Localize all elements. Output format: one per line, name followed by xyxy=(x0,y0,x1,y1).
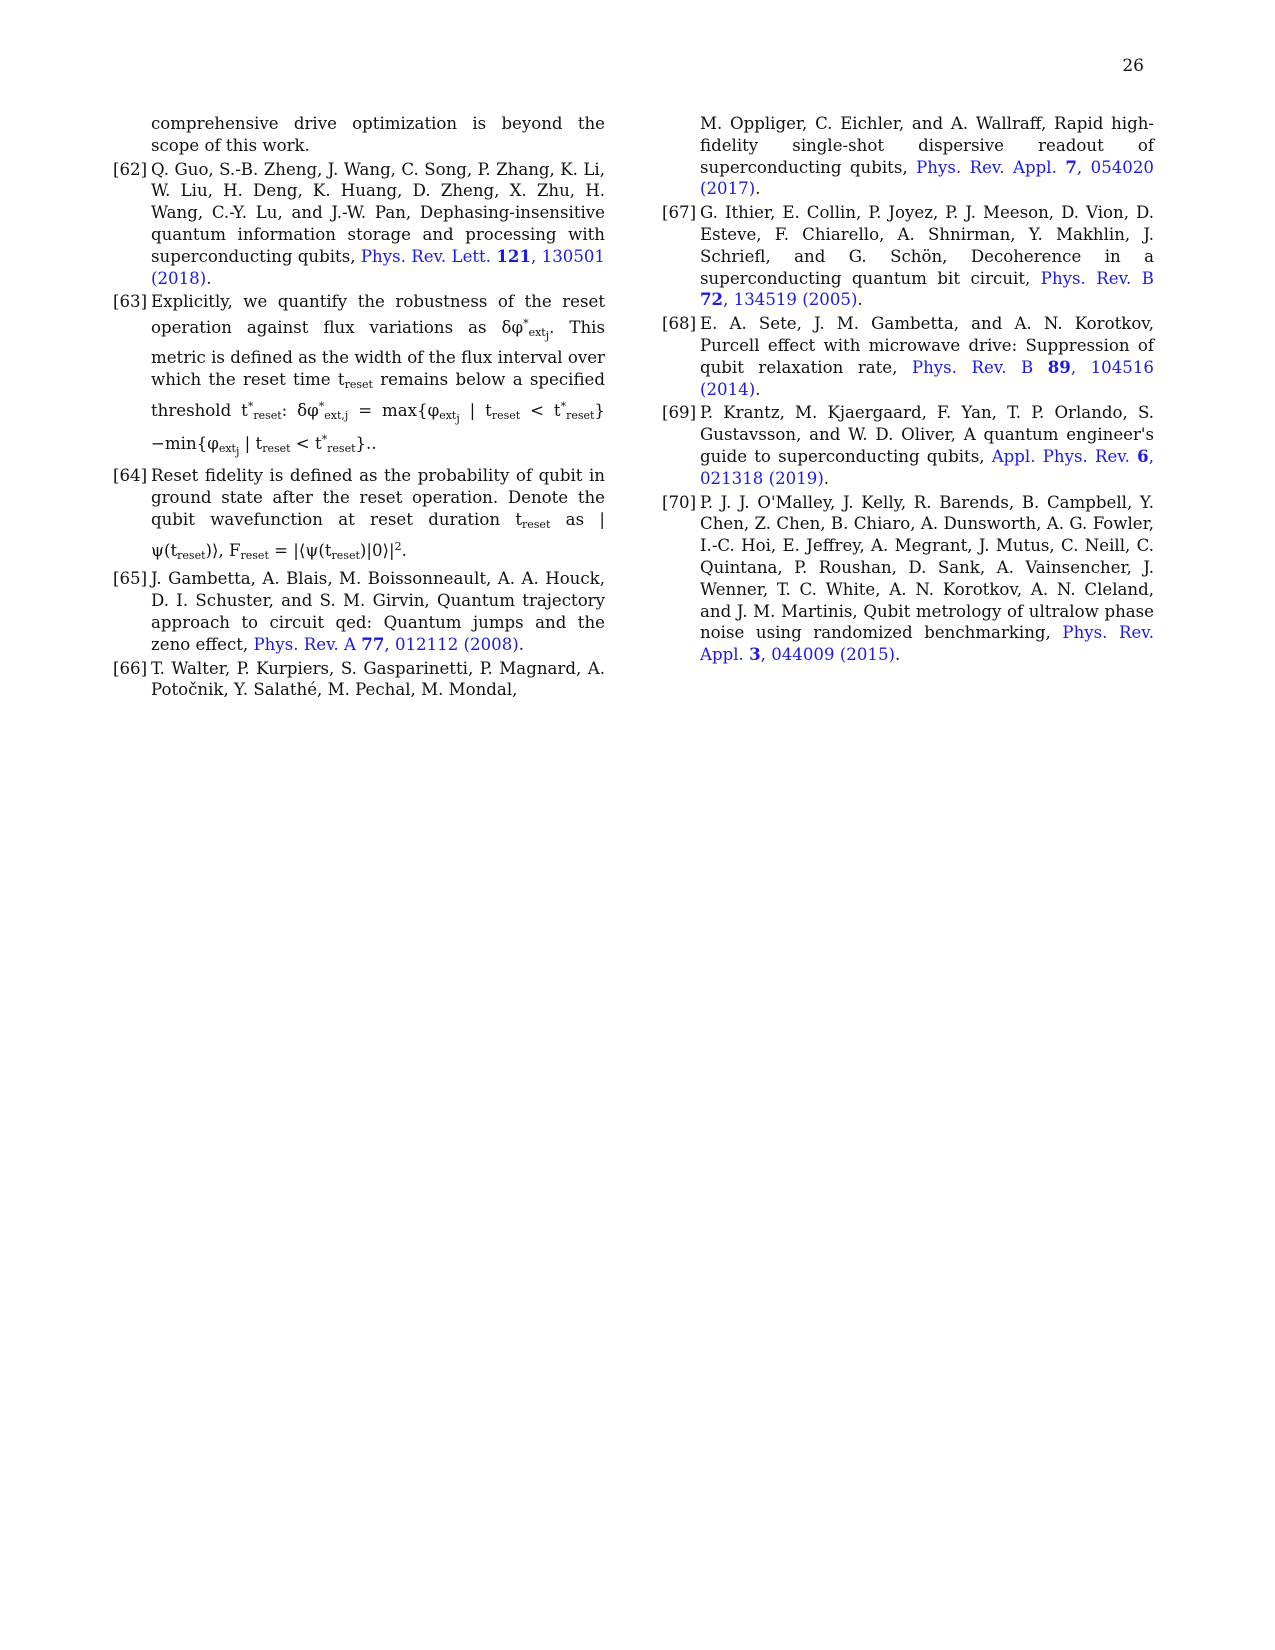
page-number: 26 xyxy=(1122,56,1144,76)
journal-volume: 121 xyxy=(496,245,532,266)
journal-name: Phys. Rev. B xyxy=(1040,268,1154,288)
reference-number: [66] xyxy=(113,658,148,678)
reference-text: J. Gambetta, A. Blais, M. Boissonneault, A. A. Houck, D. I. Schuster, and S. M. Girvin, Quantum trajectory approach to circuit qed: Quantum jumps and the zeno effect, xyxy=(151,569,605,654)
references-left-column xyxy=(113,113,605,703)
references-right-column xyxy=(662,113,1154,668)
math-subscript: reset xyxy=(253,408,282,422)
math-subscript: reset xyxy=(327,442,356,456)
journal-volume: 6 xyxy=(1137,445,1149,466)
math-subscript: reset xyxy=(344,377,373,391)
math-subscript: reset xyxy=(491,408,521,422)
journal-pages: , 054020 (2017) xyxy=(700,157,1154,199)
journal-name: Phys. Rev. Appl. xyxy=(700,623,1154,665)
journal-volume: 7 xyxy=(1065,156,1077,177)
reference-text-part: Reset fidelity is defined as the probability of qubit in ground state after the reset operation. Denote the qubit wavefunction at reset duration t xyxy=(151,466,605,529)
math-subscript-text: j xyxy=(456,411,460,425)
math-superscript: * xyxy=(523,317,529,331)
reference-number: [70] xyxy=(662,492,697,512)
math-subscript: reset xyxy=(177,548,206,562)
journal-pages: , 134519 (2005) xyxy=(723,290,858,310)
journal-volume: 72 xyxy=(700,289,724,310)
math-subscript-text: ext xyxy=(439,408,457,422)
math-superscript: * xyxy=(321,433,328,447)
reference-number: [64] xyxy=(113,466,148,486)
math-subscript-text: ext xyxy=(218,442,236,456)
reference-text-part: : δφ xyxy=(281,400,319,420)
reference-text-part: Explicitly, we quantify the robustness of the reset operation against flux variations as δφ xyxy=(151,292,605,338)
reference-text-part: }−min{φ xyxy=(151,400,605,454)
reference-number: [67] xyxy=(662,203,697,223)
math-subscript: reset xyxy=(566,408,595,422)
reference-65 xyxy=(113,568,605,655)
reference-text-part: < t xyxy=(520,400,561,420)
journal-pages: , 044009 (2015) xyxy=(760,645,895,665)
reference-number: [68] xyxy=(662,314,697,334)
reference-end: . xyxy=(895,645,901,665)
reference-end: . xyxy=(518,634,525,654)
journal-volume: 77 xyxy=(361,633,385,654)
reference-67 xyxy=(662,202,1154,311)
reference-text-part: )|0⟩| xyxy=(359,540,395,560)
journal-pages: , 012112 (2008) xyxy=(384,634,519,654)
journal-pages: , 130501 (2018) xyxy=(151,246,605,288)
reference-number: [63] xyxy=(113,292,148,312)
reference-text-part: = |⟨ψ(t xyxy=(268,540,332,560)
math-subscript xyxy=(528,326,550,343)
journal-name: Phys. Rev. A xyxy=(253,634,357,654)
reference-63 xyxy=(113,291,605,463)
math-subscript-text: j xyxy=(545,329,550,343)
journal-name: Phys. Rev. Lett. xyxy=(360,246,492,266)
math-subscript-text: ext xyxy=(528,326,546,340)
math-subscript: reset xyxy=(522,517,551,531)
math-subscript xyxy=(439,408,460,425)
reference-70 xyxy=(662,492,1154,666)
reference-end: . xyxy=(755,379,761,399)
reference-text: P. Krantz, M. Kjaergaard, F. Yan, T. P. Orlando, S. Gustavsson, and W. D. Oliver, A quantum engineer's guide to superconducting qubits, xyxy=(700,403,1154,466)
reference-text-part: }.. xyxy=(355,434,377,454)
math-superscript: * xyxy=(247,399,254,413)
reference-end: . xyxy=(823,468,830,488)
math-superscript: 2 xyxy=(394,539,402,553)
reference-end: . xyxy=(755,179,761,199)
math-subscript: reset xyxy=(331,548,360,562)
reference-text: M. Oppliger, C. Eichler, and A. Wallraff, Rapid high-fidelity single-shot dispersive readout of superconducting qubits, xyxy=(700,114,1154,177)
reference-64 xyxy=(113,465,605,566)
reference-text: Q. Guo, S.-B. Zheng, J. Wang, C. Song, P. Zhang, K. Li, W. Liu, H. Deng, K. Huang, D. Zheng, X. Zhu, H. Wang, C.-Y. Lu, and J.-W. Pan, Dephasing-insensitive quantum information storage and processing with superconducting qubits, xyxy=(151,159,605,266)
reference-text: G. Ithier, E. Collin, P. Joyez, P. J. Meeson, D. Vion, D. Esteve, F. Chiarello, A. Shnirman, Y. Makhlin, J. Schriefl, and G. Schön, Decoherence in a superconducting quantum bit circuit, xyxy=(700,203,1154,288)
math-subscript: reset xyxy=(240,548,269,562)
reference-link[interactable] xyxy=(253,635,518,654)
journal-volume: 3 xyxy=(749,644,761,665)
reference-number: [69] xyxy=(662,403,697,423)
math-subscript: ext,j xyxy=(324,408,349,422)
journal-name: Phys. Rev. B xyxy=(911,357,1034,377)
reference-end: . xyxy=(206,268,212,288)
reference-text-part: | t xyxy=(459,400,492,420)
reference-text-part: . xyxy=(401,540,407,560)
math-subscript: reset xyxy=(262,442,291,456)
journal-volume: 89 xyxy=(1047,356,1071,377)
reference-number: [62] xyxy=(113,159,148,179)
reference-text-part: remains below a specified threshold t xyxy=(151,369,605,420)
journal-pages: , 021318 (2019) xyxy=(700,446,1154,488)
math-superscript: * xyxy=(318,399,325,413)
reference-end: . xyxy=(857,290,863,310)
reference-68 xyxy=(662,313,1154,400)
journal-pages: , 104516 (2014) xyxy=(700,357,1154,399)
journal-name: Appl. Phys. Rev. xyxy=(991,446,1130,466)
reference-text-part: < t xyxy=(290,434,322,454)
reference-continuation xyxy=(113,113,605,157)
reference-text: E. A. Sete, J. M. Gambetta, and A. N. Korotkov, Purcell effect with microwave drive: Suppression of qubit relaxation rate, xyxy=(700,314,1154,377)
math-subscript xyxy=(218,442,240,459)
reference-text: T. Walter, P. Kurpiers, S. Gasparinetti, P. Magnard, A. Potočnik, Y. Salathé, M. Pechal, M. Mondal, xyxy=(151,658,605,700)
reference-continuation-text: comprehensive drive optimization is beyond the scope of this work. xyxy=(151,114,605,155)
math-superscript: * xyxy=(560,399,567,413)
reference-66-continuation xyxy=(662,113,1154,200)
journal-name: Phys. Rev. Appl. xyxy=(916,157,1057,177)
reference-text-part: )⟩, F xyxy=(205,540,241,560)
math-subscript-text: j xyxy=(235,445,240,459)
reference-text: P. J. J. O'Malley, J. Kelly, R. Barends, B. Campbell, Y. Chen, Z. Chen, B. Chiaro, A. Dunsworth, A. G. Fowler, I.-C. Hoi, E. Jeffrey, A. Megrant, J. Mutus, C. Neill, C. Quintana, P. Roushan, D. Sank, A. Vainsencher, J. Wenner, T. C. White, A. N. Korotkov, A. N. Cleland, and J. M. Martinis, Qubit metrology of ultralow phase noise using randomized benchmarking, xyxy=(700,492,1154,643)
reference-62 xyxy=(113,159,605,290)
reference-number: [65] xyxy=(113,569,148,589)
reference-text-part: . This metric is defined as the width of the flux interval over which the reset time t xyxy=(151,318,605,389)
reference-text-part: as |ψ(t xyxy=(151,509,605,560)
reference-66 xyxy=(113,658,605,702)
reference-text-part: = max{φ xyxy=(348,400,440,420)
reference-69 xyxy=(662,402,1154,489)
reference-text-part: | t xyxy=(239,434,263,454)
